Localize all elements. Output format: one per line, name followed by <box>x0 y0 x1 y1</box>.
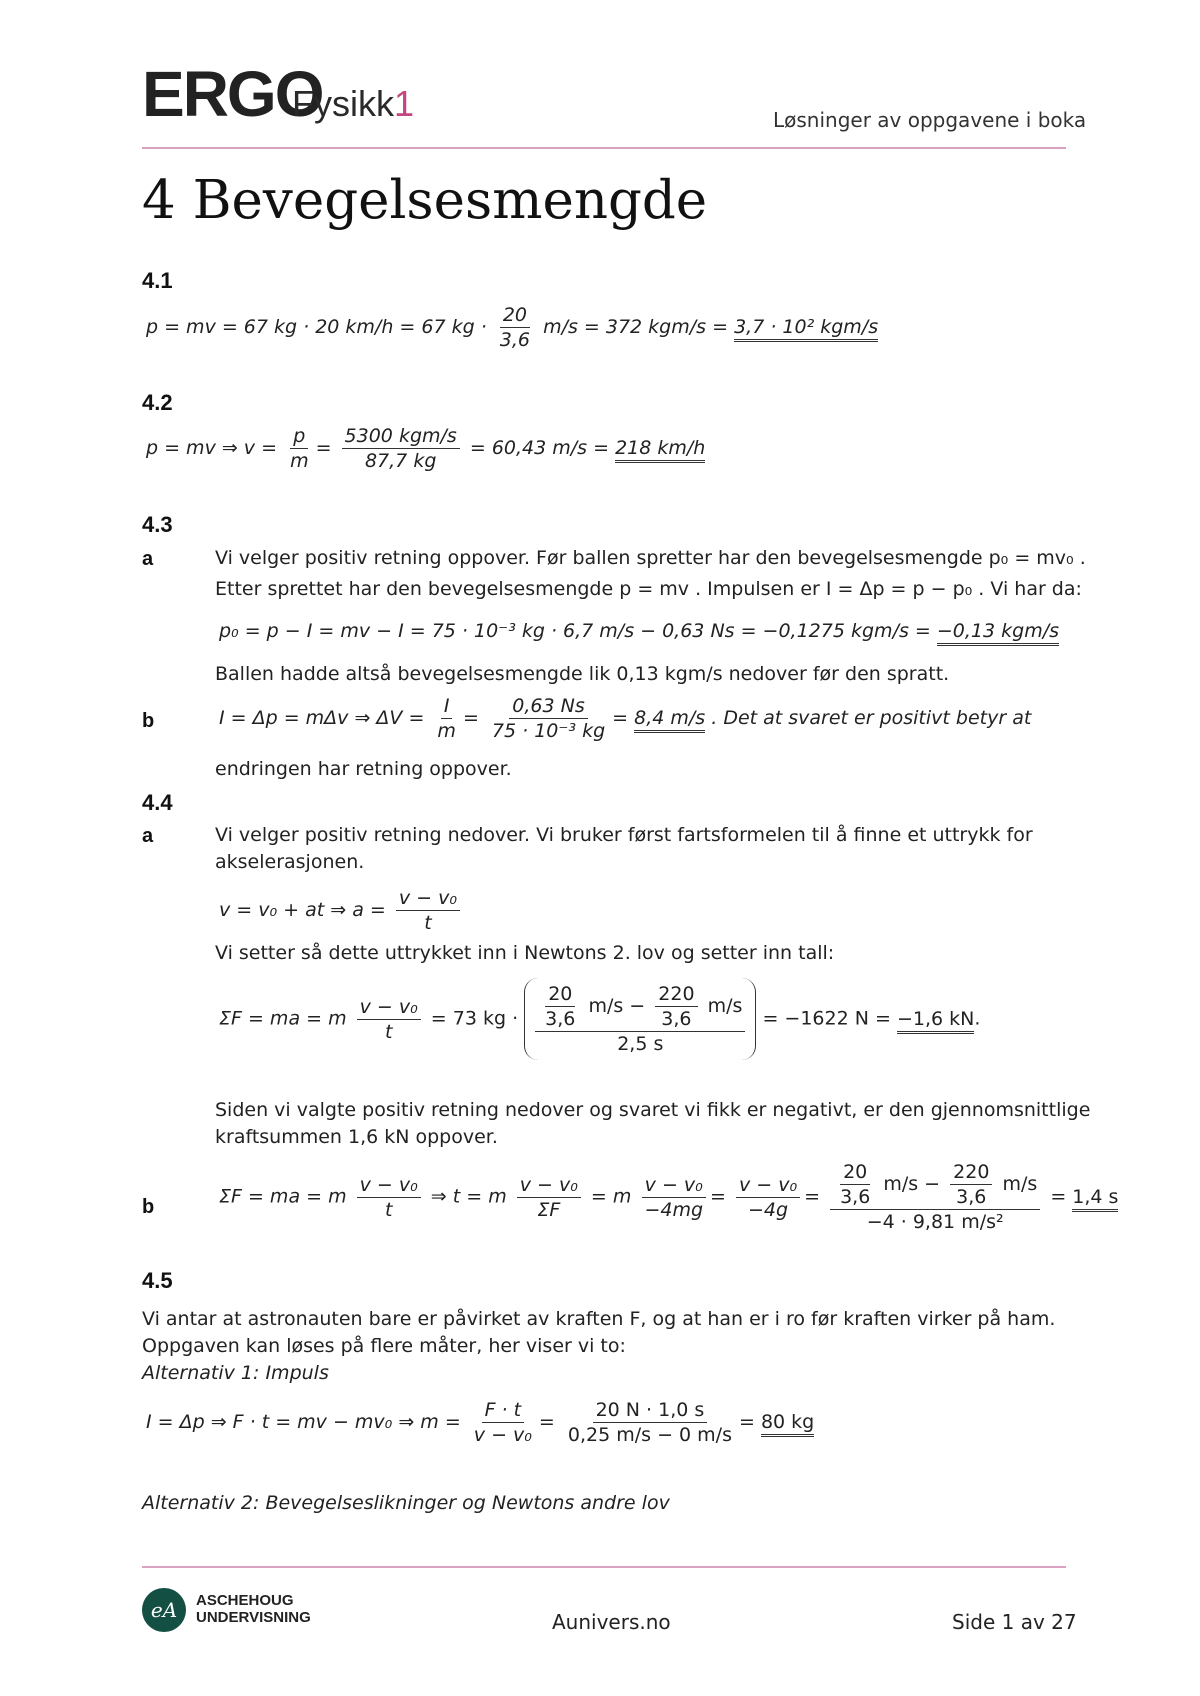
s43-b-line2: endringen har retning oppover. <box>215 758 512 780</box>
s44-a-line1: Vi velger positiv retning nedover. Vi bruker først fartsformelen til å finne et uttrykk for <box>215 824 1033 846</box>
part-b-label: b <box>142 710 155 732</box>
s43-a-conclusion: Ballen hadde altså bevegelsesmengde lik 0,13 kgm/s nedover før den spratt. <box>215 663 950 685</box>
section-4-1-heading: 4.1 <box>142 268 173 293</box>
answer-4-5: 80 kg <box>761 1411 814 1437</box>
chapter-title: 4 Bevegelsesmengde <box>142 170 708 231</box>
answer-4-2: 218 km/h <box>615 437 705 463</box>
equation-4-2: p = mv ⇒ v = $\frac{p}{m}$ = $\frac{\text{5300 kgm/s}}{87,7 kg}$ = 60,43 m/s = 218 km/h <box>146 425 706 472</box>
equation-4-4a-2: ΣF = ma = m $\frac{\text{v − v₀}}{t}$ = 73 kg · $\frac{20}{3,6}$ m/s − $\frac{220}{3,6}$ m/s 2,5 s = −1622 N = −1,6 kN. <box>219 978 980 1060</box>
equation-4-1: p = mv = 67 kg · 20 km/h = 67 kg · $\frac{20}{3,6}$ m/s = 372 kgm/s = 3,7 · 10² kgm/s <box>146 304 879 351</box>
section-4-4-heading: 4.4 <box>142 790 173 815</box>
header-subtitle: Løsninger av oppgavene i boka <box>773 108 1087 132</box>
s43-a-line2: Etter sprettet har den bevegelsesmengde p = mv . Impulsen er I = Δp = p − p₀ . Vi har da: <box>215 578 1082 600</box>
s45-alt1-title: Alternativ 1: Impuls <box>142 1362 329 1384</box>
s44-a-line5: kraftsummen 1,6 kN oppover. <box>215 1126 498 1148</box>
answer-4-3a: −0,13 kgm/s <box>937 620 1059 646</box>
equation-4-3b: I = Δp = mΔv ⇒ ΔV = $\frac{I}{m}$ = $\frac{0,63 Ns}{\text{75 · 10⁻³ kg}}$ = 8,4 m/s . Det at svaret er positivt betyr at <box>219 695 1032 742</box>
footer-site: Aunivers.no <box>552 1610 671 1634</box>
answer-4-4b: 1,4 s <box>1072 1186 1118 1212</box>
header-rule <box>142 147 1066 149</box>
publisher-name: ASCHEHOUG UNDERVISNING <box>196 1592 311 1626</box>
s45-line1: Vi antar at astronauten bare er påvirket av kraften F, og at han er i ro før kraften virker på ham. <box>142 1308 1056 1330</box>
volume-number: 1 <box>394 83 415 124</box>
equation-4-3a: p₀ = p − I = mv − I = 75 · 10⁻³ kg · 6,7 m/s − 0,63 Ns = −0,1275 kgm/s = −0,13 kgm/s <box>219 620 1059 642</box>
equation-4-4b: ΣF = ma = m $\frac{\text{v − v₀}}{t}$ ⇒ t = m $\frac{\text{v − v₀}}{\Sigma F}$ = m $\frac{\text{v − v₀}}{-4mg}$ = $\frac{\text{v − v₀}}{-4g}$ = $\frac{20}{3,6}$ m/s − $\frac{220}{3,6}$ m/s −4 · 9,81 m/s² = 1,4 s <box>219 1161 1119 1233</box>
section-4-3-heading: 4.3 <box>142 512 173 537</box>
equation-4-5: I = Δp ⇒ F · t = mv − mv₀ ⇒ m = $\frac{F \cdot t}{\text{v − v₀}}$ = $\frac{20 N \cdot 1,0 s}{0,25 m/s - 0 m/s}$ = 80 kg <box>146 1399 815 1446</box>
s45-alt2-title: Alternativ 2: Bevegelseslikninger og Newtons andre lov <box>142 1492 670 1514</box>
equation-4-4a-1: v = v₀ + at ⇒ a = $\frac{\text{v − v₀}}{t}$ <box>219 886 464 935</box>
part-a-label: a <box>142 825 154 847</box>
answer-4-4a: −1,6 kN <box>897 1008 974 1034</box>
publisher-logo-icon: eA <box>142 1588 186 1632</box>
s44-a-line2: akselerasjonen. <box>215 851 365 873</box>
section-4-2-heading: 4.2 <box>142 390 173 415</box>
ergo-logo: ERGO <box>142 58 323 130</box>
answer-4-1: 3,7 · 10² kgm/s <box>734 316 878 342</box>
s44-a-line3: Vi setter så dette uttrykket inn i Newtons 2. lov og setter inn tall: <box>215 942 835 964</box>
s44-a-line4: Siden vi valgte positiv retning nedover og svaret vi fikk er negativt, er den gjennomsnittlige <box>215 1099 1091 1121</box>
part-a-label: a <box>142 548 154 570</box>
product-name: Fysikk <box>292 83 394 124</box>
page-number: Side 1 av 27 <box>952 1610 1077 1634</box>
part-b-label: b <box>142 1196 155 1218</box>
s45-line2: Oppgaven kan løses på flere måter, her viser vi to: <box>142 1335 626 1357</box>
section-4-5-heading: 4.5 <box>142 1268 173 1293</box>
answer-4-3b: 8,4 m/s <box>634 707 705 733</box>
s43-a-line1: Vi velger positiv retning oppover. Før ballen spretter har den bevegelsesmengde p₀ = mv₀ . <box>215 547 1086 569</box>
footer-rule <box>142 1566 1066 1568</box>
